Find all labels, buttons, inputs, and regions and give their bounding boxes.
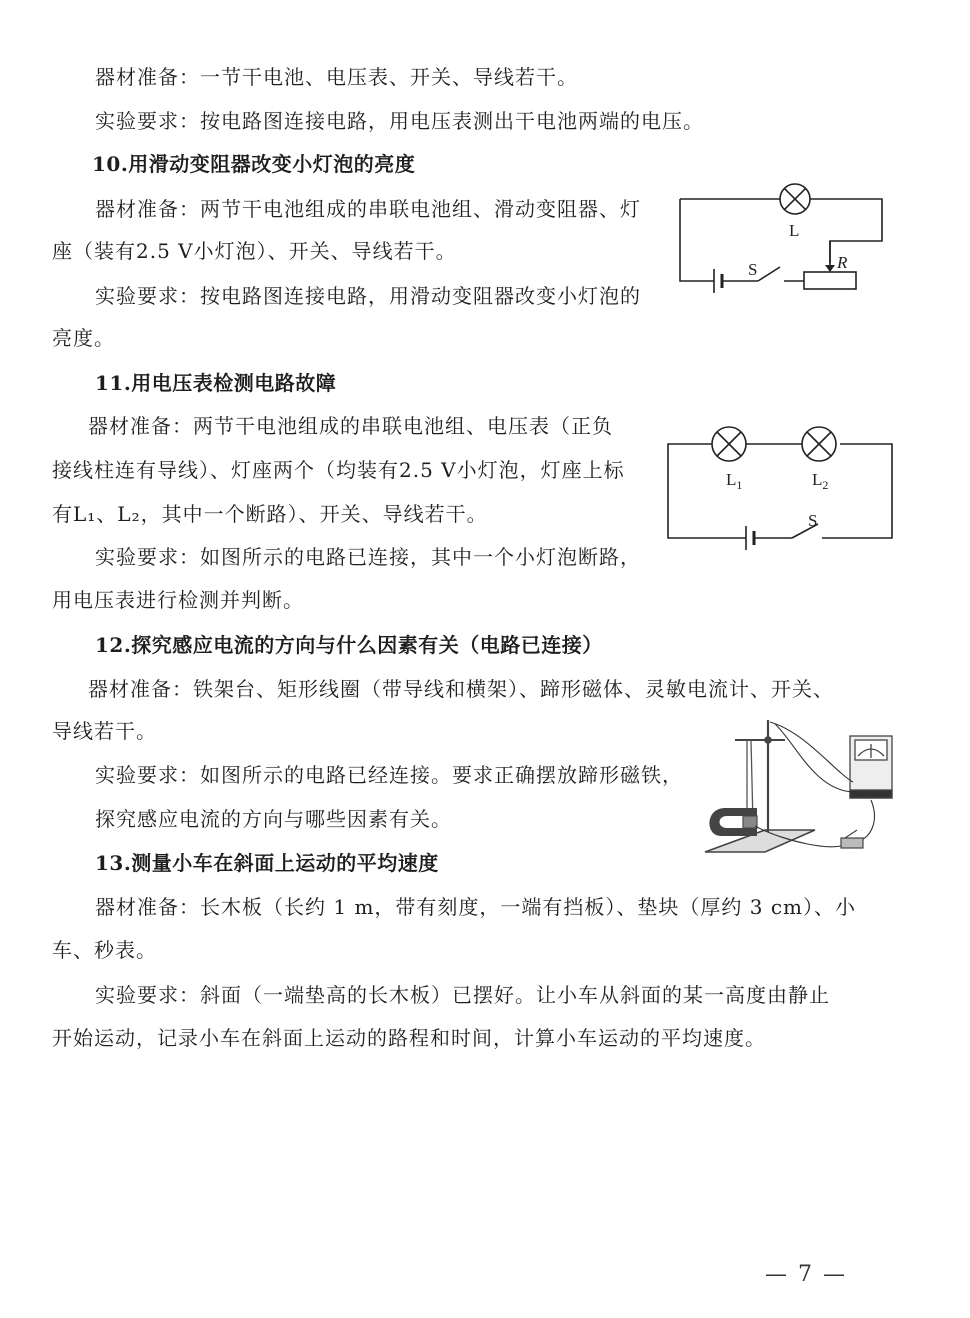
page-number: — 7 — xyxy=(765,1262,847,1287)
switch-device xyxy=(841,830,863,848)
requirement-line-11-1: 实验要求：如图所示的电路已连接，其中一个小灯泡断路， xyxy=(95,545,641,569)
heading-12: 12.探究感应电流的方向与什么因素有关（电路已连接） xyxy=(95,633,603,657)
circuit-diagram-11 xyxy=(662,420,900,560)
heading-13: 13.测量小车在斜面上运动的平均速度 xyxy=(95,851,439,875)
heading-10: 10.用滑动变阻器改变小灯泡的亮度 xyxy=(92,152,416,176)
requirement-line-12-1: 实验要求：如图所示的电路已经连接。要求正确摆放蹄形磁铁， xyxy=(95,763,683,787)
equipment-line-10-2: 座（装有2.5 V小灯泡）、开关、导线若干。 xyxy=(52,239,457,263)
equipment-line-11-2: 接线柱连有导线）、灯座两个（均装有2.5 V小灯泡，灯座上标 xyxy=(52,458,625,482)
lamp-1-label xyxy=(726,470,742,492)
lamp-1-letter: L xyxy=(726,470,737,489)
requirement-line-13-1: 实验要求：斜面（一端垫高的长木板）已摆好。让小车从斜面的某一高度由静止 xyxy=(95,983,830,1007)
equipment-line-s9: 器材准备：一节干电池、电压表、开关、导线若干。 xyxy=(95,65,578,89)
lamp-2-letter: L xyxy=(812,470,823,489)
switch-blade xyxy=(758,267,780,281)
lamp-2-label xyxy=(812,470,828,492)
lamp-2-subscript: 2 xyxy=(822,478,829,492)
equipment-line-13-2: 车、秒表。 xyxy=(52,938,157,962)
requirement-line-s9: 实验要求：按电路图连接电路，用电压表测出干电池两端的电压。 xyxy=(95,109,704,133)
equipment-line-11-1: 器材准备：两节干电池组成的串联电池组、电压表（正负 xyxy=(88,414,613,438)
requirement-line-11-2: 用电压表进行检测并判断。 xyxy=(52,588,304,612)
wire-left-down xyxy=(680,199,714,281)
switch-label: S xyxy=(748,260,758,279)
lamp-label: L xyxy=(789,221,800,240)
requirement-line-10-1: 实验要求：按电路图连接电路，用滑动变阻器改变小灯泡的 xyxy=(95,284,641,308)
equipment-line-12-1: 器材准备：铁架台、矩形线圈（带导线和横架）、蹄形磁体、灵敏电流计、开关、 xyxy=(88,677,834,701)
resistor-label: R xyxy=(837,253,848,272)
lamp-1-symbol xyxy=(712,427,746,461)
requirement-line-10-2: 亮度。 xyxy=(52,326,115,350)
equipment-line-10-1: 器材准备：两节干电池组成的串联电池组、滑动变阻器、灯 xyxy=(95,197,641,221)
induction-apparatus-illustration xyxy=(695,712,895,862)
equipment-line-13-1: 器材准备：长木板（长约 1 m，带有刻度，一端有挡板）、垫块（厚约 3 cm）、小 xyxy=(95,895,857,919)
requirement-line-13-2: 开始运动，记录小车在斜面上运动的路程和时间，计算小车运动的平均速度。 xyxy=(52,1026,766,1050)
galvanometer xyxy=(850,736,892,798)
requirement-line-12-2: 探究感应电流的方向与哪些因素有关。 xyxy=(95,807,452,831)
equipment-line-12-2: 导线若干。 xyxy=(52,719,157,743)
circuit-diagram-10 xyxy=(670,175,895,305)
equipment-line-11-3: 有L₁、L₂，其中一个断路）、开关、导线若干。 xyxy=(52,502,488,526)
switch-label: S xyxy=(808,511,818,530)
lamp-symbol xyxy=(780,184,810,214)
slider-arrow xyxy=(825,265,835,272)
wire-loop-right xyxy=(822,444,892,538)
resistor-body xyxy=(804,272,856,289)
lamp-1-subscript: 1 xyxy=(736,478,743,492)
heading-11: 11.用电压表检测电路故障 xyxy=(95,371,337,395)
lamp-2-symbol xyxy=(802,427,836,461)
